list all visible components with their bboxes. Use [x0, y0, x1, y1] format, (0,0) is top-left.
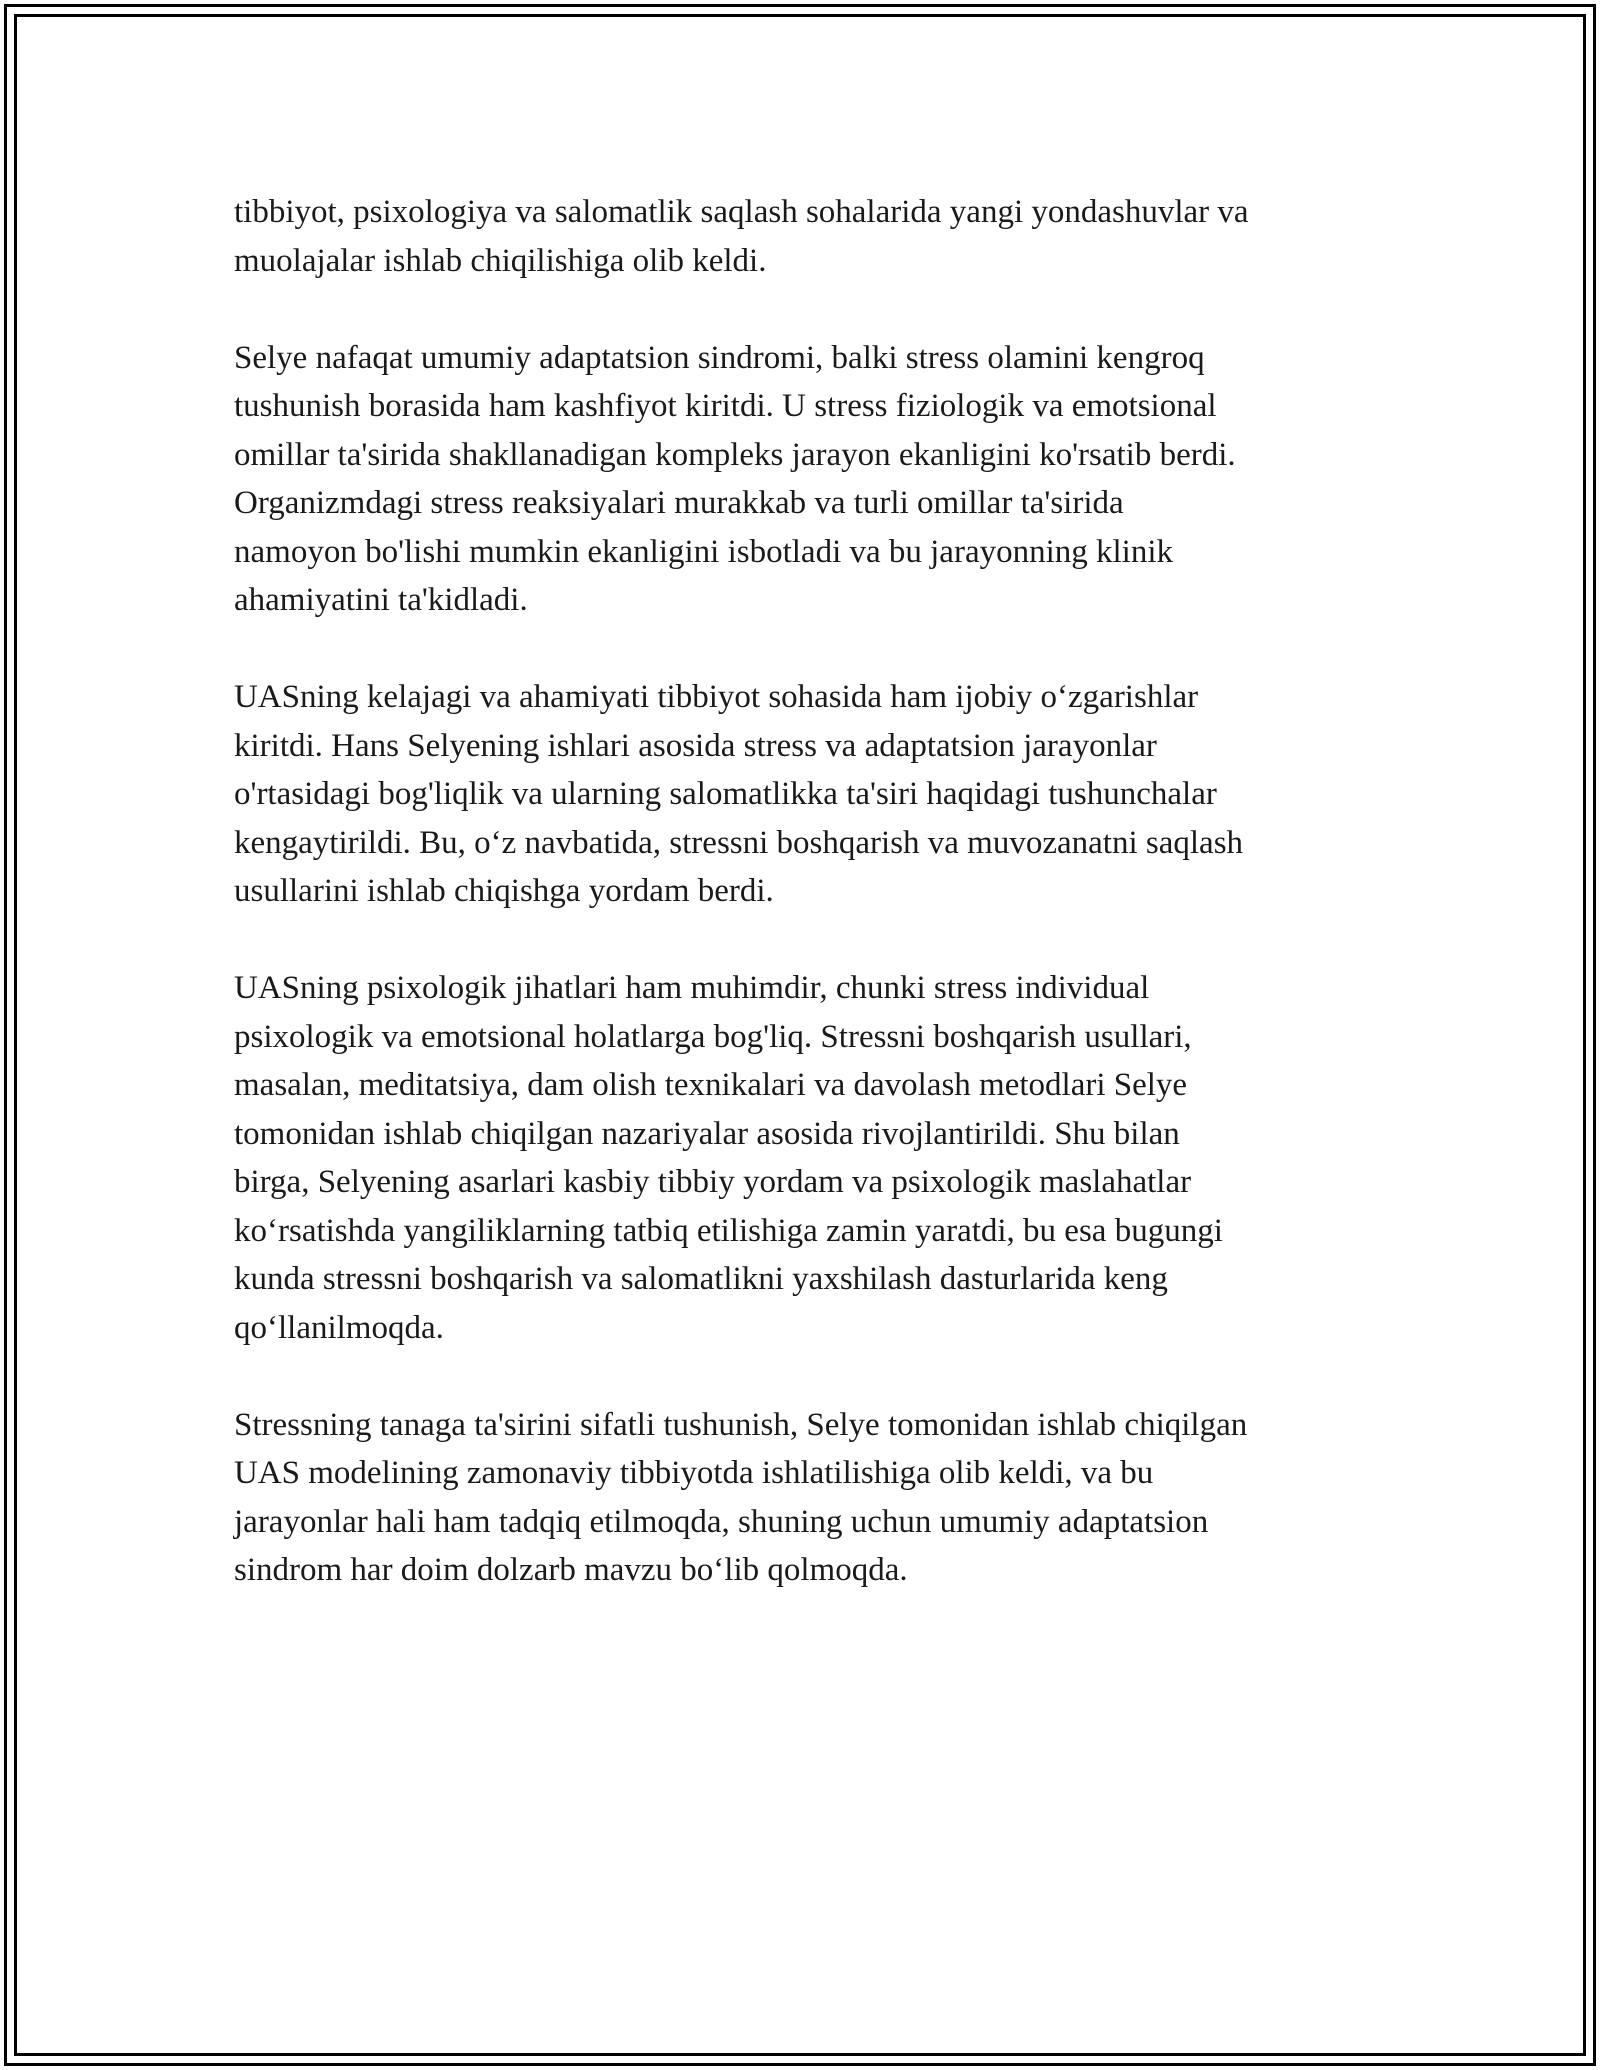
paragraph-4: UASning psixologik jihatlari ham muhimdir, chunki stress individual psixologik va emotsional holatlarga bog'liq. Stressni boshqarish usullari, masalan, meditatsiya, dam olish texnikalari va davolash metodlari Selye tomonidan ishlab chiqilgan nazariyalar asosida rivojlantirildi. Shu bilan birga, Selyening asarlari kasbiy tibbiy yordam va psixologik maslahatlar ko‘rsatishda yangiliklarning tatbiq etilishiga zamin yaratdi, bu esa bugungi kunda stressni boshqarish va salomatlikni yaxshilash dasturlarida keng qo‘llanilmoqda. [234, 970, 1223, 1346]
paragraph-3: UASning kelajagi va ahamiyati tibbiyot sohasida ham ijobiy o‘zgarishlar kiritdi. Hans Selyening ishlari asosida stress va adaptatsion jarayonlar o'rtasidagi bog'liqlik va ularning salomatlikka ta'siri haqidagi tushunchalar kengaytirildi. Bu, o‘z navbatida, stressni boshqarish va muvozanatni saqlash usullarini ishlab chiqishga yordam berdi. [234, 679, 1244, 909]
document-body [234, 188, 1369, 1643]
paragraph-1: tibbiyot, psixologiya va salomatlik saqlash sohalarida yangi yondashuvlar va muolajalar ishlab chiqilishiga olib keldi. [234, 194, 1249, 279]
paragraph-2: Selye nafaqat umumiy adaptatsion sindromi, balki stress olamini kengroq tushunish borasida ham kashfiyot kiritdi. U stress fiziologik va emotsional omillar ta'sirida shakllanadigan kompleks jarayon ekanligini ko'rsatib berdi. Organizmdagi stress reaksiyalari murakkab va turli omillar ta'sirida namoyon bo'lishi mumkin ekanligini isbotladi va bu jarayonning klinik ahamiyatini ta'kidladi. [234, 339, 1236, 618]
paragraph-5: Stressning tanaga ta'sirini sifatli tushunish, Selye tomonidan ishlab chiqilgan UAS modelining zamonaviy tibbiyotda ishlatilishiga olib keldi, va bu jarayonlar hali ham tadqiq etilmoqda, shuning uchun umumiy adaptatsion sindrom har doim dolzarb mavzu bo‘lib qolmoqda. [234, 1406, 1248, 1588]
